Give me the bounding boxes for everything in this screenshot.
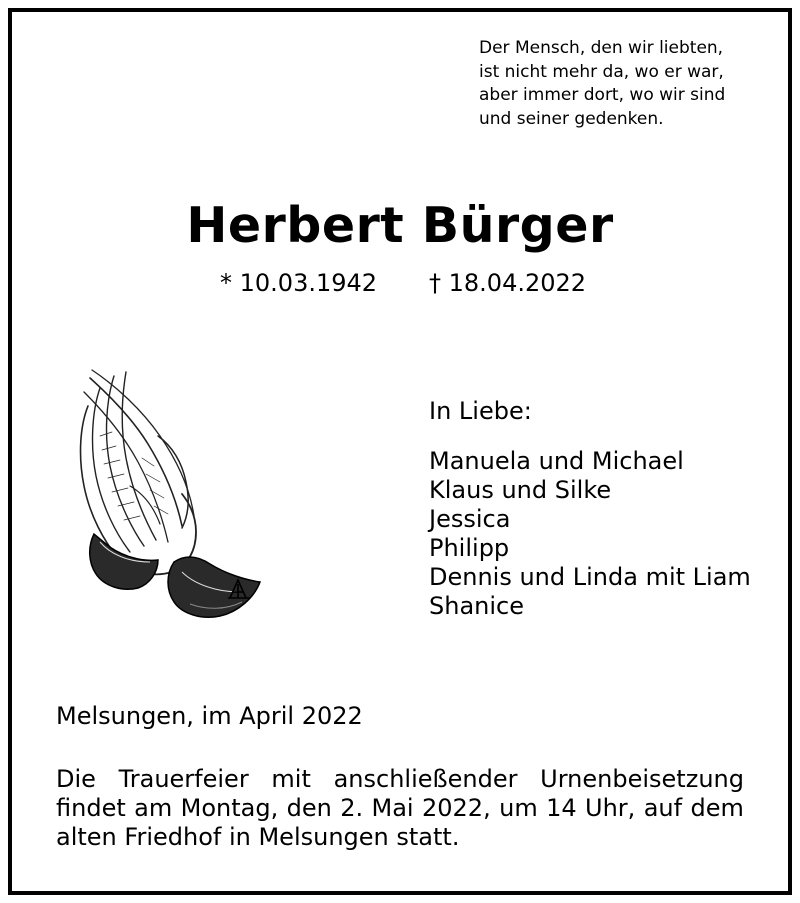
mourner-name: Jessica: [429, 505, 511, 533]
service-line-1: [56, 765, 744, 794]
praying-hands-icon: [70, 366, 270, 626]
place-and-date: Melsungen, im April 2022: [56, 702, 363, 730]
service-line-2: [56, 794, 744, 823]
mourners-list: [429, 447, 751, 621]
service-word: anschließender: [333, 765, 518, 793]
quote-line: ist nicht mehr da, wo er war,: [479, 61, 724, 82]
service-word: 14: [546, 794, 577, 822]
quote-line: aber immer dort, wo wir sind: [479, 85, 726, 105]
service-word: auf: [643, 794, 683, 822]
service-word: Montag,: [180, 794, 279, 822]
service-word: den: [286, 794, 332, 822]
service-word: mit: [271, 765, 311, 793]
service-word: 2022,: [422, 794, 491, 822]
service-word: Trauerfeier: [118, 765, 249, 793]
death-date: † 18.04.2022: [429, 269, 587, 297]
service-word: Die: [56, 765, 96, 793]
mourner-name: Philipp: [429, 534, 510, 562]
mourner-name: Shanice: [429, 592, 524, 620]
mourners-heading: In Liebe:: [429, 397, 532, 425]
service-word: am: [134, 794, 173, 822]
deceased-name: Herbert Bürger: [186, 197, 614, 254]
birth-date: * 10.03.1942: [220, 269, 378, 297]
quote-line: Der Mensch, den wir liebten,: [479, 38, 724, 58]
memorial-quote: [479, 37, 759, 131]
service-word: Mai: [371, 794, 414, 822]
quote-line: und seiner gedenken.: [479, 108, 664, 129]
service-word: findet: [56, 794, 126, 822]
mourner-name: Klaus und Silke: [429, 476, 612, 504]
service-word: Urnenbeisetzung: [540, 765, 744, 793]
service-notice: [56, 765, 744, 852]
mourner-name: Dennis und Linda mit Liam: [429, 563, 751, 591]
service-word: 2.: [340, 794, 364, 822]
service-line-3: alten Friedhof in Melsungen statt.: [56, 823, 460, 851]
service-word: dem: [690, 794, 744, 822]
service-word: um: [499, 794, 538, 822]
mourner-name: Manuela und Michael: [429, 447, 684, 475]
service-word: Uhr,: [585, 794, 636, 822]
